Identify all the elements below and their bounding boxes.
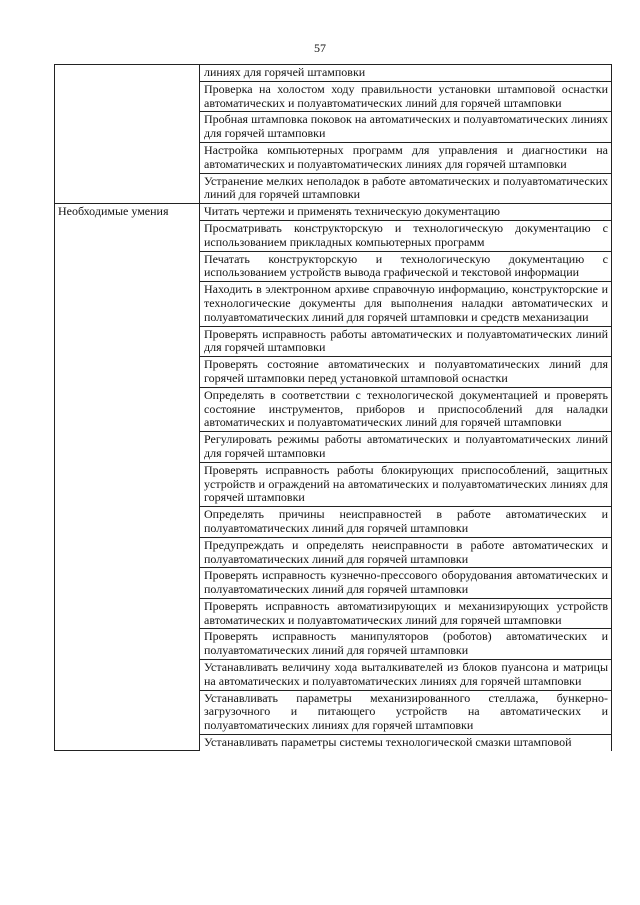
requirement-item: Регулировать режимы работы автоматических и полуавтоматических линий для горячей штамповки [200, 432, 612, 463]
requirement-item: Предупреждать и определять неисправности в работе автоматических и полуавтоматических линий для горячей штамповки [200, 537, 612, 568]
requirement-item: Находить в электронном архиве справочную информацию, конструкторские и технологические документы для выполнения наладки автоматических и полуавтоматических линий для горячей штамповки и средств механизации [200, 282, 612, 326]
requirement-item: Устранение мелких неполадок в работе автоматических и полуавтоматических линий для горячей штамповки [200, 173, 612, 204]
section-label [55, 65, 200, 204]
requirement-item: линиях для горячей штамповки [200, 65, 612, 82]
requirement-item: Проверять исправность манипуляторов (роботов) автоматических и полуавтоматических линий для горячей штамповки [200, 629, 612, 660]
page-number: 57 [314, 41, 326, 55]
requirement-item: Просматривать конструкторскую и технологическую документацию с использованием прикладных компьютерных программ [200, 220, 612, 251]
requirements-table [54, 64, 612, 751]
requirement-item: Проверять исправность автоматизирующих и механизирующих устройств автоматических и полуавтоматических линий для горячей штамповки [200, 598, 612, 629]
requirement-item: Устанавливать параметры механизированного стеллажа, бункерно-загрузочного и питающего устройств на автоматических и полуавтоматических линиях для горячей штамповки [200, 690, 612, 734]
requirement-item: Пробная штамповка поковок на автоматических и полуавтоматических линиях для горячей штамповки [200, 112, 612, 143]
table-row [55, 65, 612, 82]
section-label: Необходимые умения [55, 204, 200, 751]
requirement-item: Определять в соответствии с технологической документацией и проверять состояние инструментов, приборов и приспособлений для наладки автоматических и полуавтоматических линий для горячей штамповки [200, 387, 612, 431]
requirement-item: Устанавливать величину хода выталкивателей из блоков пуансона и матрицы на автоматических и полуавтоматических линиях для горячей штамповки [200, 660, 612, 691]
table-body [55, 65, 612, 751]
requirement-item: Читать чертежи и применять техническую документацию [200, 204, 612, 221]
requirement-item: Проверять исправность работы блокирующих приспособлений, защитных устройств и ограждений на автоматических и полуавтоматических линиях для горячей штамповки [200, 462, 612, 506]
requirement-item: Определять причины неисправностей в работе автоматических и полуавтоматических линий для горячей штамповки [200, 507, 612, 538]
table-row [55, 204, 612, 221]
requirement-item: Проверять исправность работы автоматических и полуавтоматических линий для горячей штамповки [200, 326, 612, 357]
requirement-item: Печатать конструкторскую и технологическую документацию с использованием устройств вывода графической и текстовой информации [200, 251, 612, 282]
requirement-item: Настройка компьютерных программ для управления и диагностики на автоматических и полуавтоматических линиях для горячей штамповки [200, 142, 612, 173]
requirement-item: Проверять состояние автоматических и полуавтоматических линий для горячей штамповки перед установкой штамповой оснастки [200, 357, 612, 388]
requirement-item: Устанавливать параметры системы технологической смазки штамповой [200, 735, 612, 751]
requirement-item: Проверка на холостом ходу правильности установки штамповой оснастки автоматических и полуавтоматических линий для горячей штамповки [200, 81, 612, 112]
requirement-item: Проверять исправность кузнечно-прессового оборудования автоматических и полуавтоматических линий для горячей штамповки [200, 568, 612, 599]
